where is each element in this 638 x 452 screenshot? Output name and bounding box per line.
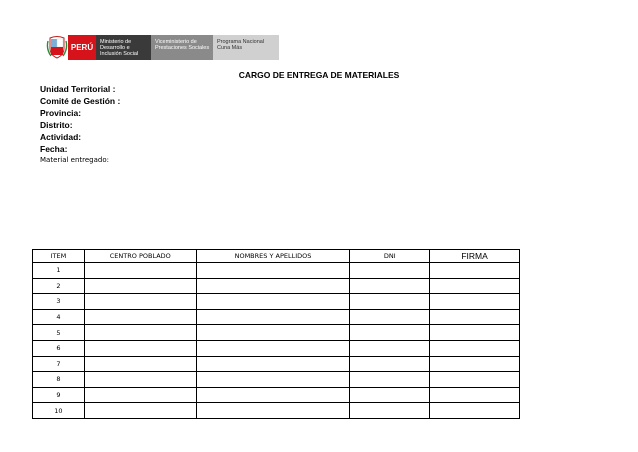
cell-centro-poblado[interactable] (84, 403, 196, 419)
delivery-table (32, 249, 520, 419)
cell-centro-poblado[interactable] (84, 309, 196, 325)
cell-firma[interactable] (430, 278, 520, 294)
item-number: 8 (33, 372, 85, 388)
coat-of-arms-icon (46, 35, 68, 60)
cell-nombres[interactable] (196, 372, 350, 388)
item-number: 4 (33, 309, 85, 325)
table-row (33, 387, 520, 403)
cell-dni[interactable] (350, 387, 430, 403)
cell-centro-poblado[interactable] (84, 387, 196, 403)
cell-centro-poblado[interactable] (84, 356, 196, 372)
table-row (33, 263, 520, 279)
cell-firma[interactable] (430, 387, 520, 403)
item-number: 7 (33, 356, 85, 372)
cell-centro-poblado[interactable] (84, 340, 196, 356)
cell-nombres[interactable] (196, 294, 350, 310)
cell-dni[interactable] (350, 278, 430, 294)
vice-ministry-label: Viceministerio de Prestaciones Sociales (151, 35, 213, 60)
form-fields (40, 83, 120, 155)
material-label: Material entregado: (40, 156, 109, 164)
table-row (33, 372, 520, 388)
cell-centro-poblado[interactable] (84, 372, 196, 388)
table-row (33, 403, 520, 419)
cell-nombres[interactable] (196, 387, 350, 403)
header-firma: FIRMA (430, 250, 520, 263)
field-unidad-territorial: Unidad Territorial : (40, 84, 116, 94)
table-row (33, 340, 520, 356)
cell-dni[interactable] (350, 263, 430, 279)
table-row (33, 309, 520, 325)
cell-firma[interactable] (430, 340, 520, 356)
field-comite-gestion: Comité de Gestión : (40, 96, 121, 106)
cell-centro-poblado[interactable] (84, 263, 196, 279)
header-logo (46, 35, 279, 60)
header-item: ITEM (33, 250, 85, 263)
field-distrito: Distrito: (40, 120, 73, 130)
header-nombres-apellidos: NOMBRES Y APELLIDOS (196, 250, 350, 263)
item-number: 3 (33, 294, 85, 310)
document-title: CARGO DE ENTREGA DE MATERIALES (238, 70, 400, 80)
cell-dni[interactable] (350, 356, 430, 372)
table-row (33, 325, 520, 341)
cell-nombres[interactable] (196, 403, 350, 419)
program-label: Programa Nacional Cuna Más (213, 35, 279, 60)
field-provincia: Provincia: (40, 108, 82, 118)
cell-dni[interactable] (350, 309, 430, 325)
cell-nombres[interactable] (196, 278, 350, 294)
cell-nombres[interactable] (196, 325, 350, 341)
cell-centro-poblado[interactable] (84, 325, 196, 341)
item-number: 10 (33, 403, 85, 419)
cell-firma[interactable] (430, 309, 520, 325)
header-dni: DNI (350, 250, 430, 263)
table-row (33, 356, 520, 372)
ministry-label: Ministerio de Desarrollo e Inclusión Social (96, 35, 151, 60)
cell-nombres[interactable] (196, 263, 350, 279)
cell-nombres[interactable] (196, 356, 350, 372)
cell-firma[interactable] (430, 372, 520, 388)
field-fecha: Fecha: (40, 144, 68, 154)
cell-firma[interactable] (430, 403, 520, 419)
cell-firma[interactable] (430, 356, 520, 372)
cell-dni[interactable] (350, 340, 430, 356)
item-number: 2 (33, 278, 85, 294)
item-number: 9 (33, 387, 85, 403)
cell-firma[interactable] (430, 294, 520, 310)
cell-dni[interactable] (350, 294, 430, 310)
cell-dni[interactable] (350, 372, 430, 388)
cell-dni[interactable] (350, 403, 430, 419)
table-header-row (33, 250, 520, 263)
cell-firma[interactable] (430, 263, 520, 279)
peru-label: PERÚ (68, 35, 96, 60)
cell-centro-poblado[interactable] (84, 294, 196, 310)
field-actividad: Actividad: (40, 132, 82, 142)
cell-firma[interactable] (430, 325, 520, 341)
item-number: 6 (33, 340, 85, 356)
cell-nombres[interactable] (196, 309, 350, 325)
item-number: 1 (33, 263, 85, 279)
table-row (33, 278, 520, 294)
cell-centro-poblado[interactable] (84, 278, 196, 294)
item-number: 5 (33, 325, 85, 341)
header-centro-poblado: CENTRO POBLADO (84, 250, 196, 263)
cell-dni[interactable] (350, 325, 430, 341)
cell-nombres[interactable] (196, 340, 350, 356)
table-row (33, 294, 520, 310)
